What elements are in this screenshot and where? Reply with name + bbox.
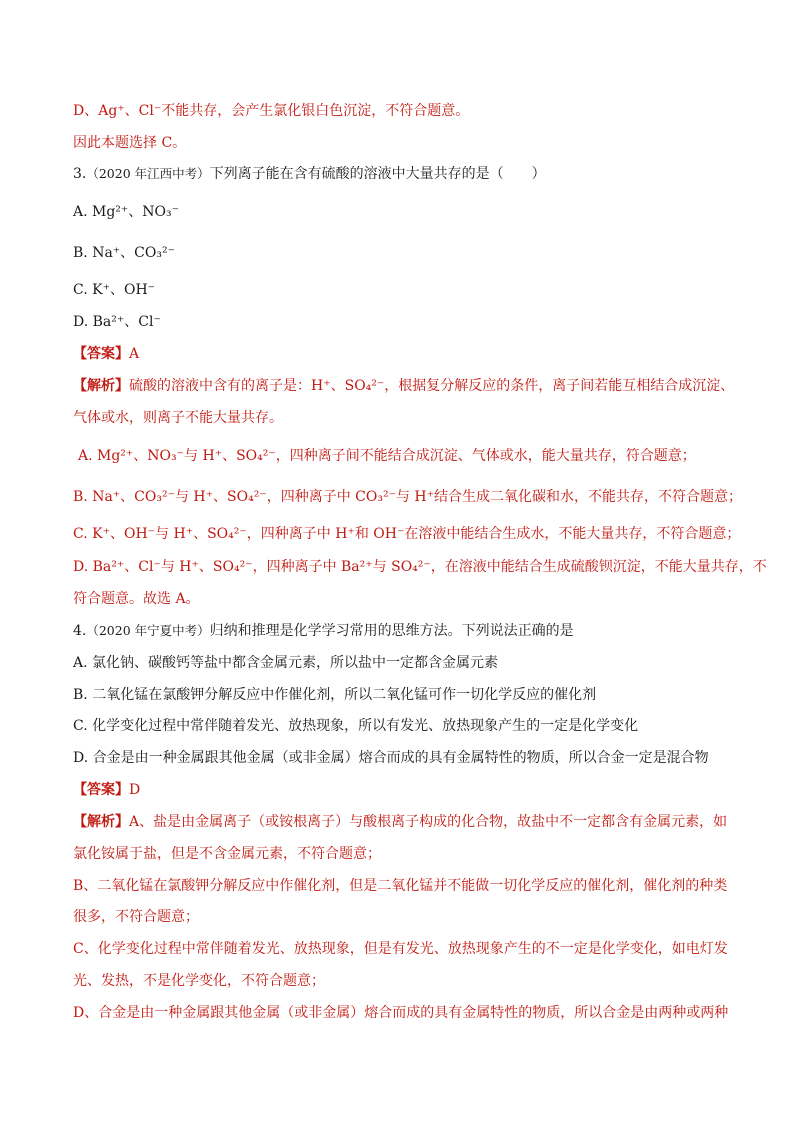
question-3-explanation-option-d-line-1: D. Ba²⁺、Cl⁻与 H⁺、SO₄²⁻，四种离子中 Ba²⁺与 SO₄²⁻，在溶液中能结合生成硫酸钡沉淀，不能大量共存，不 — [73, 559, 767, 575]
question-source: （2020 年江西中考） — [86, 166, 210, 181]
question-number: 3. — [73, 166, 87, 182]
question-3-answer — [73, 344, 139, 364]
question-3-option-d: D. Ba²⁺、Cl⁻ — [73, 314, 161, 330]
question-3-explanation-line-1 — [73, 376, 734, 396]
question-4-explanation-line-3: B、二氧化锰在氯酸钾分解反应中作催化剂，但是二氧化锰并不能做一切化学反应的催化剂，催化剂的种类 — [73, 878, 728, 894]
question-4-option-c: C. 化学变化过程中常伴随着发光、放热现象，所以有发光、放热现象产生的一定是化学变化 — [73, 718, 639, 734]
question-4-explanation-line-7: D、合金是由一种金属跟其他金属（或非金属）熔合而成的具有金属特性的物质，所以合金是由两种或两种 — [73, 1005, 729, 1021]
question-3-explanation-option-b: B. Na⁺、CO₃²⁻与 H⁺、SO₄²⁻，四种离子中 CO₃²⁻与 H⁺结合生成二氧化碳和水，不能共存，不符合题意； — [73, 489, 743, 505]
explanation-text: 硫酸的溶液中含有的离子是：H⁺、SO₄²⁻，根据复分解反应的条件，离子间若能互相结合成沉淀、 — [129, 378, 735, 394]
question-3-option-a: A. Mg²⁺、NO₃⁻ — [73, 204, 180, 220]
prev-conclusion: 因此本题选择 C。 — [73, 135, 187, 151]
question-4-explanation-line-4: 很多，不符合题意； — [73, 909, 199, 925]
question-3-explanation-option-d-line-2: 符合题意。故选 A。 — [73, 591, 200, 607]
question-number: 4. — [73, 623, 87, 639]
question-3-stem — [73, 164, 546, 184]
question-text: 归纳和推理是化学学习常用的思维方法。下列说法正确的是 — [209, 623, 574, 639]
question-3-option-c: C. K⁺、OH⁻ — [73, 282, 156, 298]
question-4-option-a: A. 氯化钠、碳酸钙等盐中都含金属元素，所以盐中一定都含金属元素 — [73, 655, 499, 671]
answer-tag: 【答案】 — [73, 782, 129, 798]
answer-value: A — [129, 346, 140, 362]
question-3-option-b: B. Na⁺、CO₃²⁻ — [73, 245, 175, 261]
question-4-stem — [73, 621, 574, 641]
question-3-explanation-option-a: A. Mg²⁺、NO₃⁻与 H⁺、SO₄²⁻，四种离子间不能结合成沉淀、气体或水，能大量共存，符合题意； — [78, 448, 696, 464]
question-3-explanation-option-c: C. K⁺、OH⁻与 H⁺、SO₄²⁻，四种离子中 H⁺和 OH⁻在溶液中能结合生成水，不能大量共存，不符合题意； — [73, 526, 741, 542]
answer-value: D — [129, 782, 141, 798]
question-4-explanation-line-6: 光、发热，不是化学变化，不符合题意； — [73, 973, 325, 989]
prev-explanation-option-d: D、Ag⁺、Cl⁻不能共存，会产生氯化银白色沉淀，不符合题意。 — [73, 103, 470, 119]
question-4-explanation-line-1 — [73, 812, 727, 832]
question-source: （2020 年宁夏中考） — [86, 623, 210, 638]
explanation-tag: 【解析】 — [73, 378, 129, 394]
question-4-explanation-line-5: C、化学变化过程中常伴随着发光、放热现象，但是有发光、放热现象产生的不一定是化学变化，如电灯发 — [73, 941, 728, 957]
question-4-answer — [73, 780, 140, 800]
question-4-explanation-line-2: 氯化铵属于盐，但是不含金属元素，不符合题意； — [73, 846, 381, 862]
explanation-tag: 【解析】 — [73, 814, 129, 830]
answer-tag: 【答案】 — [73, 346, 129, 362]
explanation-text: A、盐是由金属离子（或铵根离子）与酸根离子构成的化合物，故盐中不一定都含有金属元素，如 — [129, 814, 728, 830]
question-4-option-b: B. 二氧化锰在氯酸钾分解反应中作催化剂，所以二氧化锰可作一切化学反应的催化剂 — [73, 687, 597, 703]
question-3-explanation-line-2: 气体或水，则离子不能大量共存。 — [73, 410, 283, 426]
question-4-option-d: D. 合金是由一种金属跟其他金属（或非金属）熔合而成的具有金属特性的物质，所以合金一定是混合物 — [73, 750, 709, 766]
question-text: 下列离子能在含有硫酸的溶液中大量共存的是（ ） — [209, 166, 546, 182]
